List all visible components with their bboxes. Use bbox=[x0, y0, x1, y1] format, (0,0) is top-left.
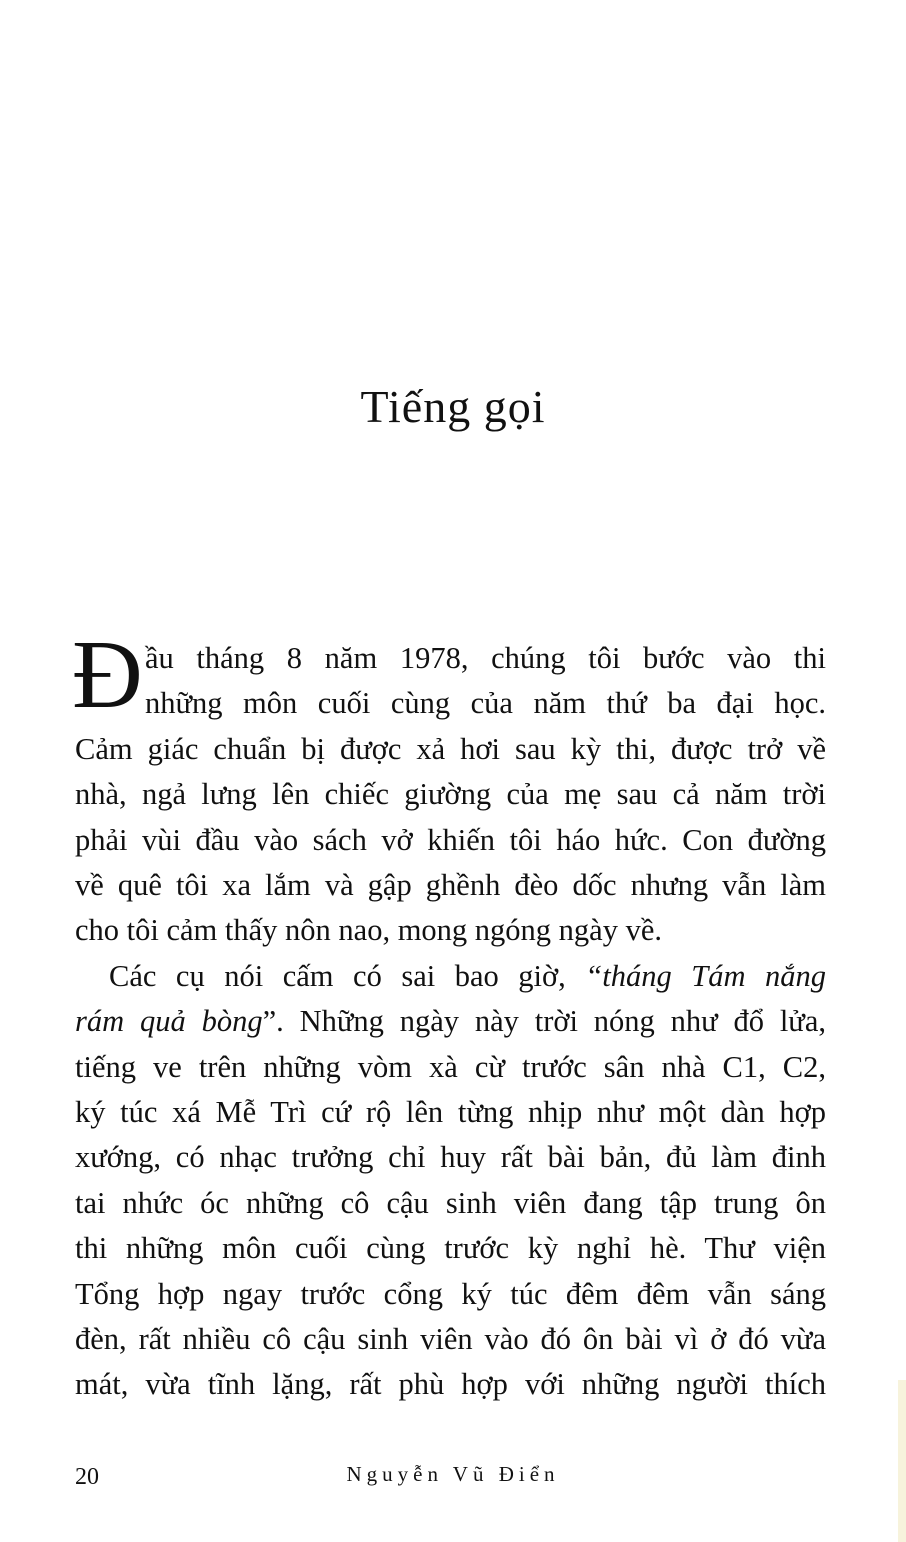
text-line: cho tôi cảm thấy nôn nao, mong ngóng ngày về. bbox=[75, 913, 663, 947]
text-line: mát, vừa tĩnh lặng, rất phù hợp với những người thích bbox=[75, 1367, 826, 1401]
text-span: ”. Những ngày này trời nóng như đổ lửa, bbox=[262, 1004, 826, 1038]
drop-cap: Đ bbox=[72, 621, 143, 729]
running-head-author: Nguyễn Vũ Điển bbox=[346, 1462, 560, 1486]
text-line: Tổng hợp ngay trước cổng ký túc đêm đêm vẫn sáng bbox=[75, 1277, 826, 1311]
text-line: phải vùi đầu vào sách vở khiến tôi háo hức. Con đường bbox=[75, 823, 826, 857]
text-line: đèn, rất nhiều cô cậu sinh viên vào đó ôn bài vì ở đó vừa bbox=[75, 1322, 826, 1356]
page-edge bbox=[898, 1380, 906, 1542]
text-line: thi những môn cuối cùng trước kỳ nghỉ hè. Thư viện bbox=[75, 1231, 826, 1265]
text-line bbox=[75, 1001, 826, 1041]
text-line: về quê tôi xa lắm và gập ghềnh đèo dốc nhưng vẫn làm bbox=[75, 868, 826, 902]
text-line: tai nhức óc những cô cậu sinh viên đang tập trung ôn bbox=[75, 1186, 826, 1220]
text-line: nhà, ngả lưng lên chiếc giường của mẹ sau cả năm trời bbox=[75, 777, 826, 811]
chapter-title: Tiếng gọi bbox=[360, 381, 546, 432]
text-line bbox=[109, 956, 826, 996]
text-line: Cảm giác chuẩn bị được xả hơi sau kỳ thi, được trở về bbox=[75, 732, 826, 766]
text-line: tiếng ve trên những vòm xà cừ trước sân nhà C1, C2, bbox=[75, 1050, 826, 1084]
text-span: Các cụ nói cấm có sai bao giờ, bbox=[109, 959, 586, 993]
text-line: ký túc xá Mễ Trì cứ rộ lên từng nhịp như một dàn hợp bbox=[75, 1095, 826, 1129]
text-line: ầu tháng 8 năm 1978, chúng tôi bước vào thi bbox=[145, 641, 826, 675]
italic-quote: “tháng Tám nắng bbox=[585, 959, 826, 993]
text-line: xướng, có nhạc trưởng chỉ huy rất bài bản, đủ làm đinh bbox=[75, 1140, 826, 1174]
italic-quote: rám quả bòng bbox=[75, 1004, 263, 1038]
text-line: những môn cuối cùng của năm thứ ba đại học. bbox=[145, 686, 826, 720]
page-number: 20 bbox=[75, 1464, 99, 1490]
